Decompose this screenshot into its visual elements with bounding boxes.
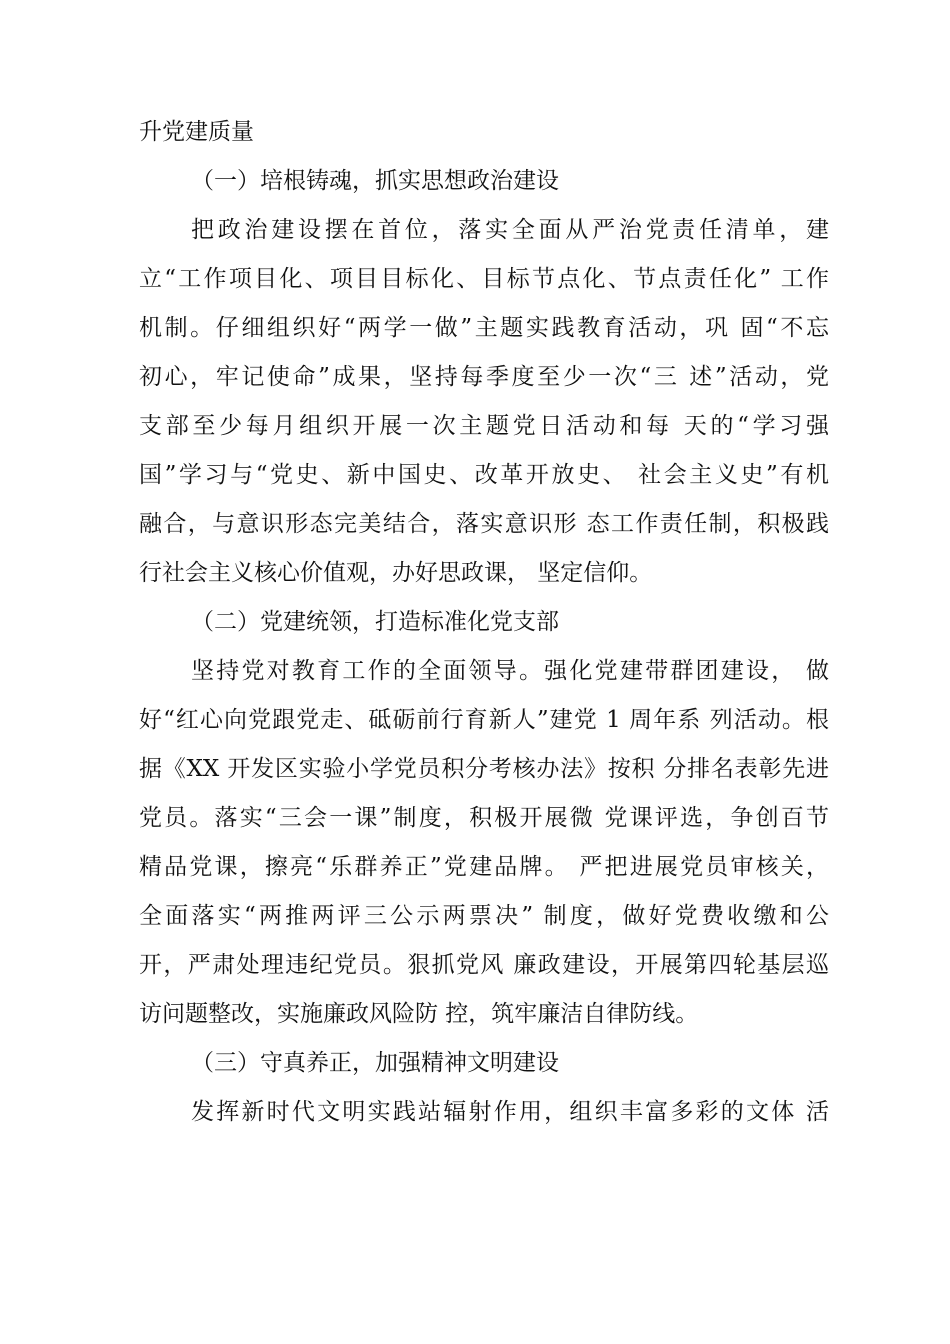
- section-heading: （三）守真养正，加强精神文明建设: [191, 1050, 559, 1076]
- document-body: [139, 108, 829, 1137]
- text-line: 党员。落实“三会一课”制度，积极开展微 党课评选，争创百节: [139, 805, 829, 831]
- text-line: 立“工作项目化、项目目标化、目标节点化、节点责任化” 工作: [139, 266, 829, 292]
- text-line: 全面落实“两推两评三公示两票决” 制度，做好党费收缴和公: [139, 903, 829, 929]
- section-heading: （一）培根铸魂，抓实思想政治建设: [191, 168, 559, 194]
- text-line: 初心，牢记使命”成果，坚持每季度至少一次“三 述”活动，党: [139, 364, 829, 390]
- section-heading: （二）党建统领，打造标准化党支部: [191, 609, 559, 635]
- text-line: 开，严肃处理违纪党员。狠抓党风 廉政建设，开展第四轮基层巡: [139, 952, 829, 978]
- text-line: 精品党课，擦亮“乐群养正”党建品牌。 严把进展党员审核关，: [139, 854, 829, 880]
- text-line: 据《XX 开发区实验小学党员积分考核办法》按积 分排名表彰先进: [139, 756, 829, 782]
- text-line: 机制。仔细组织好“两学一做”主题实践教育活动，巩 固“不忘: [139, 315, 829, 341]
- text-line: 国”学习与“党史、新中国史、改革开放史、 社会主义史”有机: [139, 462, 829, 488]
- paragraph-first-line: 发挥新时代文明实践站辐射作用，组织丰富多彩的文体 活: [191, 1099, 829, 1125]
- paragraph-first-line: 坚持党对教育工作的全面领导。强化党建带群团建设， 做: [191, 658, 829, 684]
- text-line: 融合，与意识形态完美结合，落实意识形 态工作责任制，积极践: [139, 511, 829, 537]
- text-line: 访问题整改，实施廉政风险防 控，筑牢廉洁自律防线。: [139, 1001, 699, 1027]
- text-line: 升党建质量: [139, 119, 254, 145]
- paragraph-first-line: 把政治建设摆在首位，落实全面从严治党责任清单，建: [191, 217, 829, 243]
- text-line: 支部至少每月组织开展一次主题党日活动和每 天的“学习强: [139, 413, 829, 439]
- text-line: 好“红心向党跟党走、砥砺前行育新人”建党 1 周年系 列活动。根: [139, 707, 829, 733]
- text-line: 行社会主义核心价值观，办好思政课， 坚定信仰。: [139, 560, 653, 586]
